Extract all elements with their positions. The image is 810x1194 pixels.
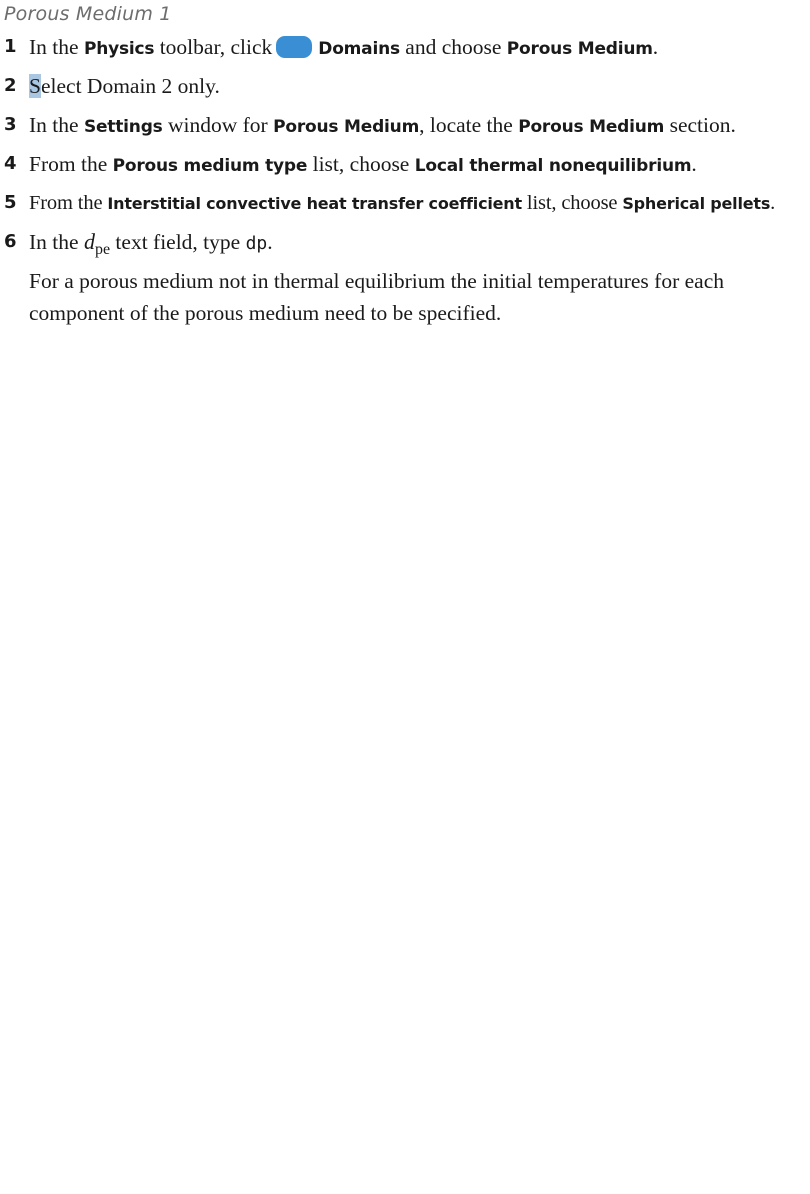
text: section. [664,113,736,137]
ui-label-porous-medium-type: Porous medium type [112,156,308,176]
text: list, choose [307,152,415,176]
ui-label-settings: Settings [83,117,163,137]
text: . [770,192,776,214]
step-number: 3 [4,114,17,135]
step-text [29,71,220,101]
text: In the [29,230,84,254]
text: text field, type [110,230,246,254]
text: toolbar, click [154,35,273,59]
ui-label-physics: Physics [83,39,155,59]
math-variable: d [83,229,95,254]
step-text [29,149,697,181]
math-subscript: pe [94,241,111,258]
text: . [652,35,659,59]
text: In the [29,113,84,137]
text: . [267,230,273,254]
text: From the [29,192,108,214]
ui-label-domains: Domains [318,39,400,59]
note-paragraph: For a porous medium not in thermal equilibrium the initial temperatures for each component of the porous medium need to be specified. [29,269,724,325]
step-number: 6 [4,231,17,252]
step-number: 5 [4,192,17,213]
text: elect Domain 2 only. [40,74,220,98]
text: From the [29,152,113,176]
text-selection-highlight: S [29,74,41,98]
section-heading: Porous Medium 1 [4,3,172,25]
text: . [691,152,697,176]
step-number: 2 [4,75,17,96]
text: window for [162,113,274,137]
ui-label-porous-medium: Porous Medium [273,117,420,137]
text: In the [29,35,84,59]
ui-label-porous-medium-section: Porous Medium [518,117,665,137]
step-number: 4 [4,153,17,174]
domains-button-icon [276,36,312,58]
ui-label-local-thermal-nonequilibrium: Local thermal nonequilibrium [414,156,692,176]
text: , locate the [419,113,519,137]
step-text [29,110,736,142]
step-text [29,188,775,219]
text: and choose [399,35,507,59]
ui-label-spherical-pellets: Spherical pellets [622,194,771,213]
code-value: dp [245,233,268,254]
text: list, choose [521,192,623,214]
step-text [29,32,658,64]
step-text [29,227,273,260]
ui-label-porous-medium: Porous Medium [506,39,653,59]
step-number: 1 [4,36,17,57]
ui-label-interstitial-coefficient: Interstitial convective heat transfer coefficient [107,194,522,213]
